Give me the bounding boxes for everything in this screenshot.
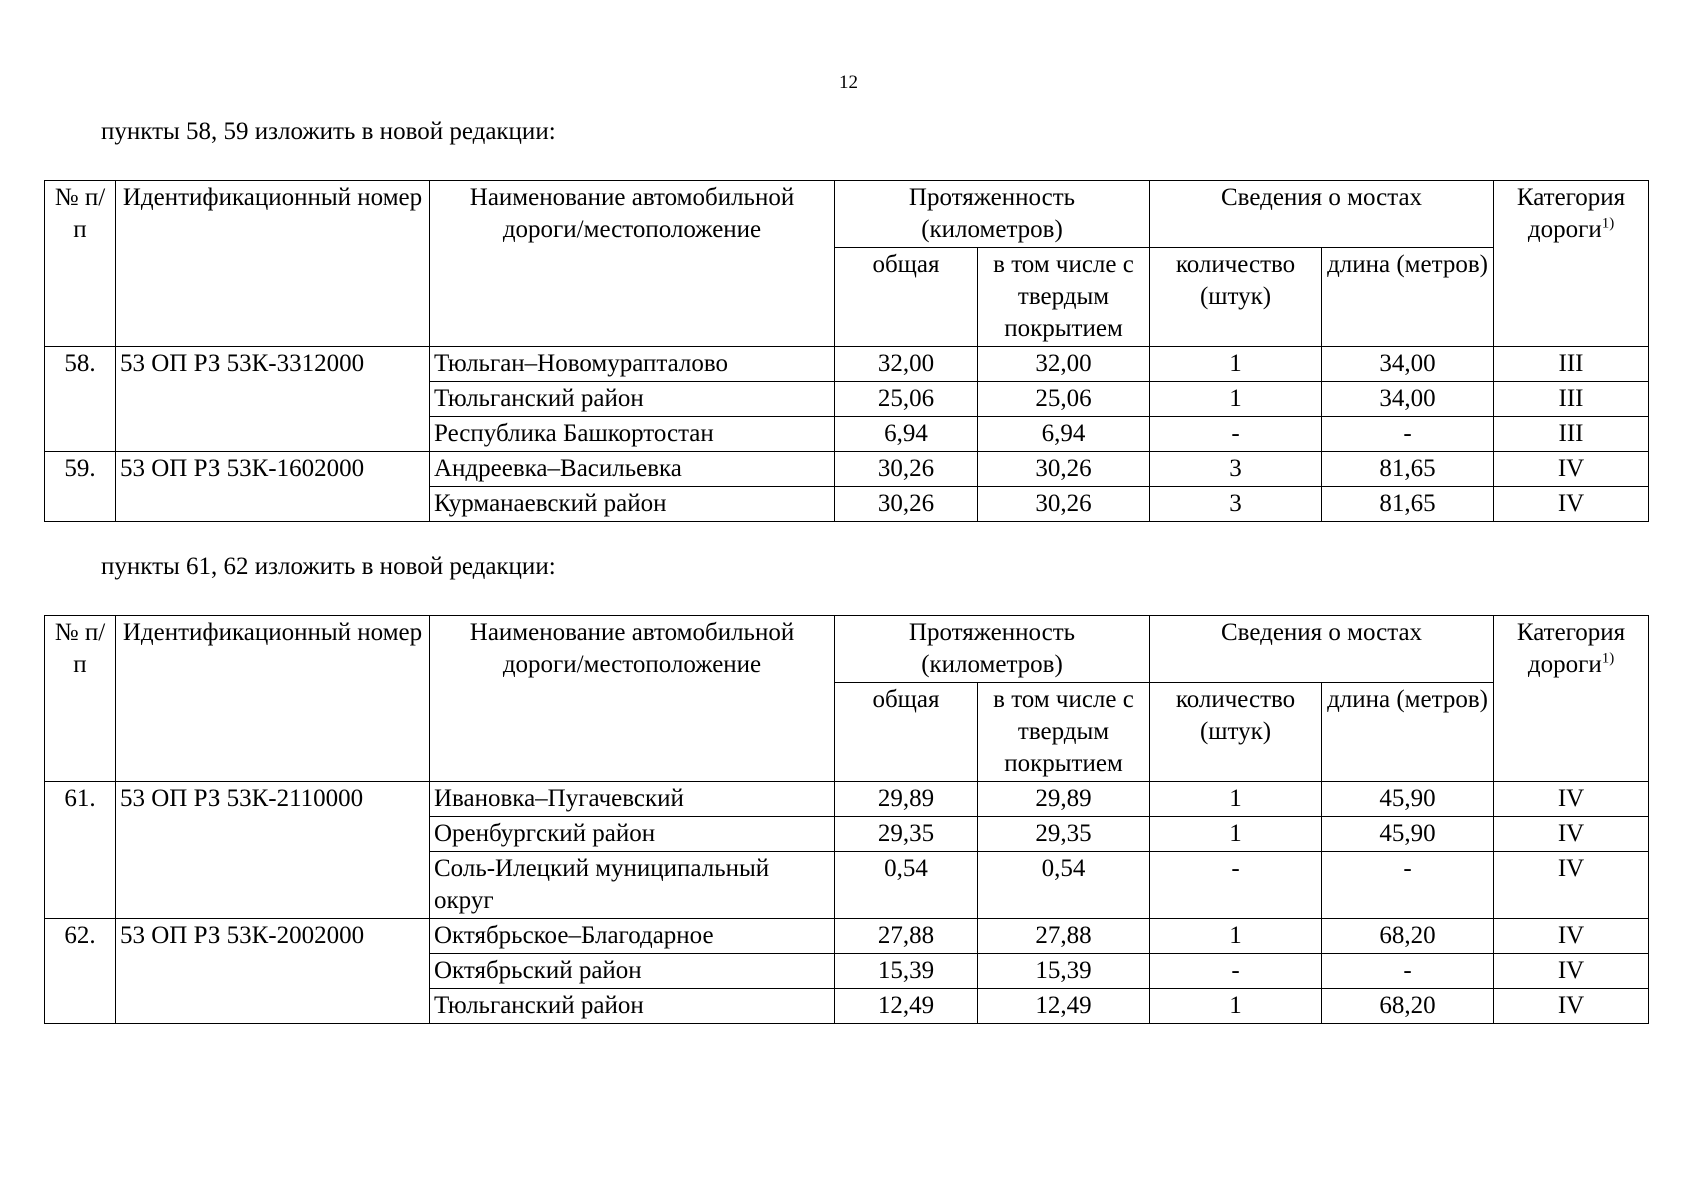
bridges-count: 1	[1150, 382, 1322, 417]
bridges-length: 68,20	[1322, 919, 1494, 954]
header-bridges-group: Сведения о мостах	[1150, 616, 1494, 683]
road-name: Ивановка–Пугачевский	[430, 782, 835, 817]
bridges-count: 3	[1150, 452, 1322, 487]
header-bridges-count: количество (штук)	[1150, 683, 1322, 782]
bridges-length: 34,00	[1322, 382, 1494, 417]
entry-ident: 53 ОП РЗ 53К-2110000	[116, 782, 430, 919]
header-ident: Идентификационный номер	[116, 616, 430, 782]
length-total: 25,06	[835, 382, 978, 417]
bridges-count: 1	[1150, 989, 1322, 1024]
header-name: Наименование автомобильной дороги/местоположение	[430, 181, 835, 347]
bridges-length: -	[1322, 852, 1494, 919]
table-row	[45, 452, 1649, 487]
road-category: IV	[1494, 782, 1649, 817]
length-total: 29,89	[835, 782, 978, 817]
road-name: Тюльганский район	[430, 382, 835, 417]
header-bridges-count: количество (штук)	[1150, 248, 1322, 347]
length-total: 27,88	[835, 919, 978, 954]
road-category: III	[1494, 347, 1649, 382]
bridges-length: -	[1322, 417, 1494, 452]
length-hard: 30,26	[978, 487, 1150, 522]
bridges-count: -	[1150, 852, 1322, 919]
header-length-total: общая	[835, 248, 978, 347]
header-length-group: Протяженность (километров)	[835, 181, 1150, 248]
bridges-count: 1	[1150, 817, 1322, 852]
bridges-length: 81,65	[1322, 487, 1494, 522]
road-name: Соль-Илецкий муниципальный округ	[430, 852, 835, 919]
road-category: IV	[1494, 487, 1649, 522]
entry-num: 61.	[45, 782, 116, 919]
length-hard: 32,00	[978, 347, 1150, 382]
road-category: IV	[1494, 817, 1649, 852]
length-hard: 30,26	[978, 452, 1150, 487]
header-name: Наименование автомобильной дороги/местоположение	[430, 616, 835, 782]
road-name: Тюльганский район	[430, 989, 835, 1024]
header-bridges-length: длина (метров)	[1322, 248, 1494, 347]
road-name: Республика Башкортостан	[430, 417, 835, 452]
page-number: 12	[839, 72, 858, 93]
length-hard: 6,94	[978, 417, 1150, 452]
length-hard: 12,49	[978, 989, 1150, 1024]
road-name: Октябрьское–Благодарное	[430, 919, 835, 954]
length-total: 32,00	[835, 347, 978, 382]
entry-ident: 53 ОП РЗ 53К-3312000	[116, 347, 430, 452]
entry-num: 59.	[45, 452, 116, 522]
header-num: № п/п	[45, 181, 116, 347]
bridges-count: 1	[1150, 782, 1322, 817]
header-category-footnote: 1)	[1601, 215, 1615, 232]
header-category-label: Категория дороги	[1516, 184, 1626, 243]
road-category: III	[1494, 417, 1649, 452]
length-hard: 29,35	[978, 817, 1150, 852]
length-hard: 25,06	[978, 382, 1150, 417]
header-category	[1494, 616, 1649, 782]
road-name: Оренбургский район	[430, 817, 835, 852]
roads-table	[44, 615, 1649, 1024]
table-row	[45, 347, 1649, 382]
section-intro: пункты 61, 62 изложить в новой редакции:	[101, 553, 556, 580]
bridges-length: 81,65	[1322, 452, 1494, 487]
entry-num: 58.	[45, 347, 116, 452]
entry-ident: 53 ОП РЗ 53К-1602000	[116, 452, 430, 522]
length-hard: 0,54	[978, 852, 1150, 919]
header-category	[1494, 181, 1649, 347]
road-category: IV	[1494, 989, 1649, 1024]
length-hard: 27,88	[978, 919, 1150, 954]
length-hard: 29,89	[978, 782, 1150, 817]
bridges-length: 34,00	[1322, 347, 1494, 382]
bridges-count: 1	[1150, 919, 1322, 954]
header-length-hard: в том числе с твердым покрытием	[978, 248, 1150, 347]
road-category: IV	[1494, 919, 1649, 954]
length-hard: 15,39	[978, 954, 1150, 989]
length-total: 15,39	[835, 954, 978, 989]
section-intro: пункты 58, 59 изложить в новой редакции:	[101, 118, 556, 145]
roads-table	[44, 180, 1649, 522]
road-name: Тюльган–Новомурапталово	[430, 347, 835, 382]
bridges-count: 3	[1150, 487, 1322, 522]
bridges-count: 1	[1150, 347, 1322, 382]
header-length-group: Протяженность (километров)	[835, 616, 1150, 683]
road-category: IV	[1494, 452, 1649, 487]
road-name: Октябрьский район	[430, 954, 835, 989]
bridges-count: -	[1150, 417, 1322, 452]
length-total: 6,94	[835, 417, 978, 452]
length-total: 12,49	[835, 989, 978, 1024]
header-length-total: общая	[835, 683, 978, 782]
length-total: 29,35	[835, 817, 978, 852]
road-category: IV	[1494, 954, 1649, 989]
header-bridges-length: длина (метров)	[1322, 683, 1494, 782]
road-category: IV	[1494, 852, 1649, 919]
table-row	[45, 919, 1649, 954]
length-total: 30,26	[835, 487, 978, 522]
header-num: № п/п	[45, 616, 116, 782]
bridges-count: -	[1150, 954, 1322, 989]
length-total: 30,26	[835, 452, 978, 487]
header-category-footnote: 1)	[1601, 650, 1615, 667]
road-name: Курманаевский район	[430, 487, 835, 522]
header-ident: Идентификационный номер	[116, 181, 430, 347]
bridges-length: 68,20	[1322, 989, 1494, 1024]
entry-ident: 53 ОП РЗ 53К-2002000	[116, 919, 430, 1024]
bridges-length: -	[1322, 954, 1494, 989]
entry-num: 62.	[45, 919, 116, 1024]
road-category: III	[1494, 382, 1649, 417]
header-bridges-group: Сведения о мостах	[1150, 181, 1494, 248]
table-row	[45, 782, 1649, 817]
road-name: Андреевка–Васильевка	[430, 452, 835, 487]
length-total: 0,54	[835, 852, 978, 919]
header-length-hard: в том числе с твердым покрытием	[978, 683, 1150, 782]
header-category-label: Категория дороги	[1516, 619, 1626, 678]
bridges-length: 45,90	[1322, 817, 1494, 852]
bridges-length: 45,90	[1322, 782, 1494, 817]
